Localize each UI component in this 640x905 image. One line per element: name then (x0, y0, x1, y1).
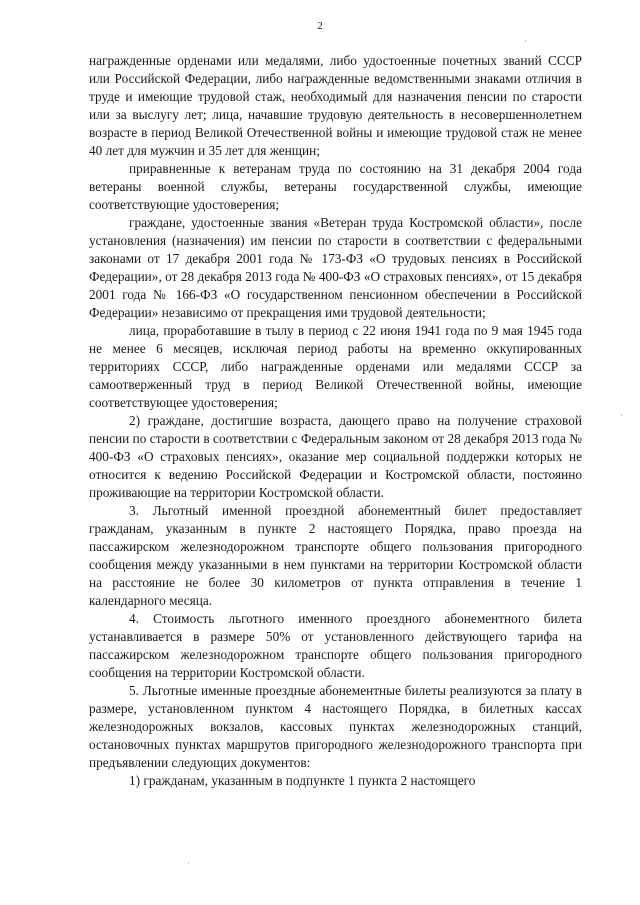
paragraph-military-veterans: приравненные к ветеранам труда по состоянию на 31 декабря 2004 года ветераны военной службы, ветераны государственной службы, имеющие соответствующие удостоверения; (89, 161, 582, 212)
paragraph-item-2: 2) граждане, достигшие возраста, дающего право на получение страховой пенсии по старости в соответствии с Федеральным законом от 28 декабря 2013 года № 400-ФЗ «О страховых пенсиях», оказание мер социальной поддержки которых не относится к ведению Российской Федерации и Костромской области, постоянно проживающие на территории Костромской области. (89, 413, 582, 500)
paragraph-subitem-1: 1) гражданам, указанным в подпункте 1 пункта 2 настоящего (129, 773, 476, 788)
paragraph-section-3: 3. Льготный именной проездной абонементный билет предоставляет гражданам, указанным в пункте 2 настоящего Порядка, право проезда на пассажирском железнодорожном транспорте общего пользования пригородного сообщения между указанными в нем пунктами на территории Костромской области на расстояние не более 30 километров от пункта отправления в течение 1 календарного месяца. (89, 503, 582, 608)
document-body (89, 52, 582, 790)
scan-speck: · (524, 36, 527, 46)
page-number: 2 (317, 20, 323, 32)
paragraph-awarded-persons: награжденные орденами или медалями, либо удостоенные почетных званий СССР или Российской Федерации, либо награжденные ведомственными знаками отличия в труде и имеющие трудовой стаж, необходимый для назначения пенсии по старости или за выслугу лет; лица, начавшие трудовую деятельность в несовершеннолетнем возрасте в период Великой Отечественной войны и имеющие трудовой стаж не менее 40 лет для мужчин и 35 лет для женщин; (89, 53, 582, 158)
paragraph-labor-veterans-kostroma: граждане, удостоенные звания «Ветеран труда Костромской области», после установления (назначения) им пенсии по старости в соответствии с федеральными законами от 17 декабря 2001 года № 173-ФЗ «О трудовых пенсиях в Российской Федерации», от 28 декабря 2013 года № 400-ФЗ «О страховых пенсиях», от 15 декабря 2001 года № 166-ФЗ «О государственном пенсионном обеспечении в Российской Федерации» независимо от прекращения ими трудовой деятельности; (89, 215, 582, 320)
scan-speck: · (187, 858, 190, 868)
scan-speck: · (620, 410, 623, 420)
paragraph-section-4: 4. Стоимость льготного именного проездного абонементного билета устанавливается в размере 50% от установленного действующего тарифа на пассажирском железнодорожном транспорте общего пользования пригородного сообщения на территории Костромской области. (89, 611, 582, 680)
paragraph-section-5: 5. Льготные именные проездные абонементные билеты реализуются за плату в размере, установленном пунктом 4 настоящего Порядка, в билетных кассах железнодорожных вокзалов, кассовых пунктах железнодорожных станций, остановочных пунктах маршрутов пригородного железнодорожного транспорта при предъявлении следующих документов: (89, 683, 582, 770)
paragraph-home-front-workers: лица, проработавшие в тылу в период с 22 июня 1941 года по 9 мая 1945 года не менее 6 месяцев, исключая период работы на временно оккупированных территориях СССР, либо награжденные орденами или медалями СССР за самоотверженный труд в период Великой Отечественной войны, имеющие соответствующее удостоверения; (89, 323, 582, 410)
